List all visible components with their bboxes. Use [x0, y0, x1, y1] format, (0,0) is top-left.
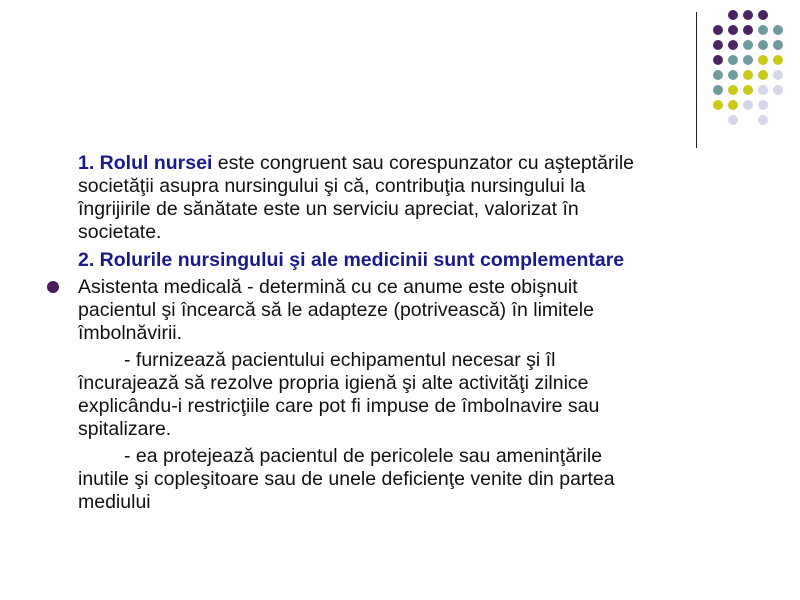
paragraph-role-of-nurse [78, 152, 758, 244]
paragraph-4-line-3: mediului [78, 491, 151, 513]
paragraph-protection [78, 445, 758, 514]
paragraph-1-label: 1. Rolul nursei [78, 152, 213, 174]
paragraph-1-line-4: societate. [78, 221, 162, 243]
paragraph-3-line-4: spitalizare. [78, 418, 172, 440]
paragraph-3-line-1: - furnizează pacientului echipamentul necesar şi îl [124, 349, 556, 371]
paragraph-3-line-2: încurajează să rezolve propria igienă şi alte activităţi zilnice [78, 372, 589, 394]
paragraph-4-line-2: inutile şi copleşitoare sau de unele deficienţe venite din partea [78, 468, 615, 490]
bullet-line-2: pacientul şi încearcă să le adapteze (potrivească) în limitele [78, 299, 594, 321]
paragraph-1-line-2: societăţii asupra nursingului şi că, contribuţia nursingului la [78, 175, 586, 197]
bullet-paragraph [78, 276, 758, 345]
bullet-line-3: îmbolnăvirii. [78, 322, 183, 344]
paragraph-3-line-3: explicându-i restricţiile care pot fi impuse de îmbolnavire sau [78, 395, 600, 417]
paragraph-4-line-1: - ea protejează pacientul de pericolele sau ameninţările [124, 445, 603, 467]
paragraph-equipment [78, 349, 758, 441]
paragraph-1-line-3: îngrijirile de sănătate este un serviciu apreciat, valorizat în [78, 198, 579, 220]
complementary-roles-heading: 2. Rolurile nursingului şi ale medicinii sunt complementare [78, 249, 625, 271]
paragraph-1-line-1: este congruent sau corespunzator cu aşteptările [212, 152, 635, 174]
bullet-line-1: Asistenta medicală - determină cu ce anume este obişnuit [78, 276, 578, 298]
bullet-icon [47, 281, 59, 293]
